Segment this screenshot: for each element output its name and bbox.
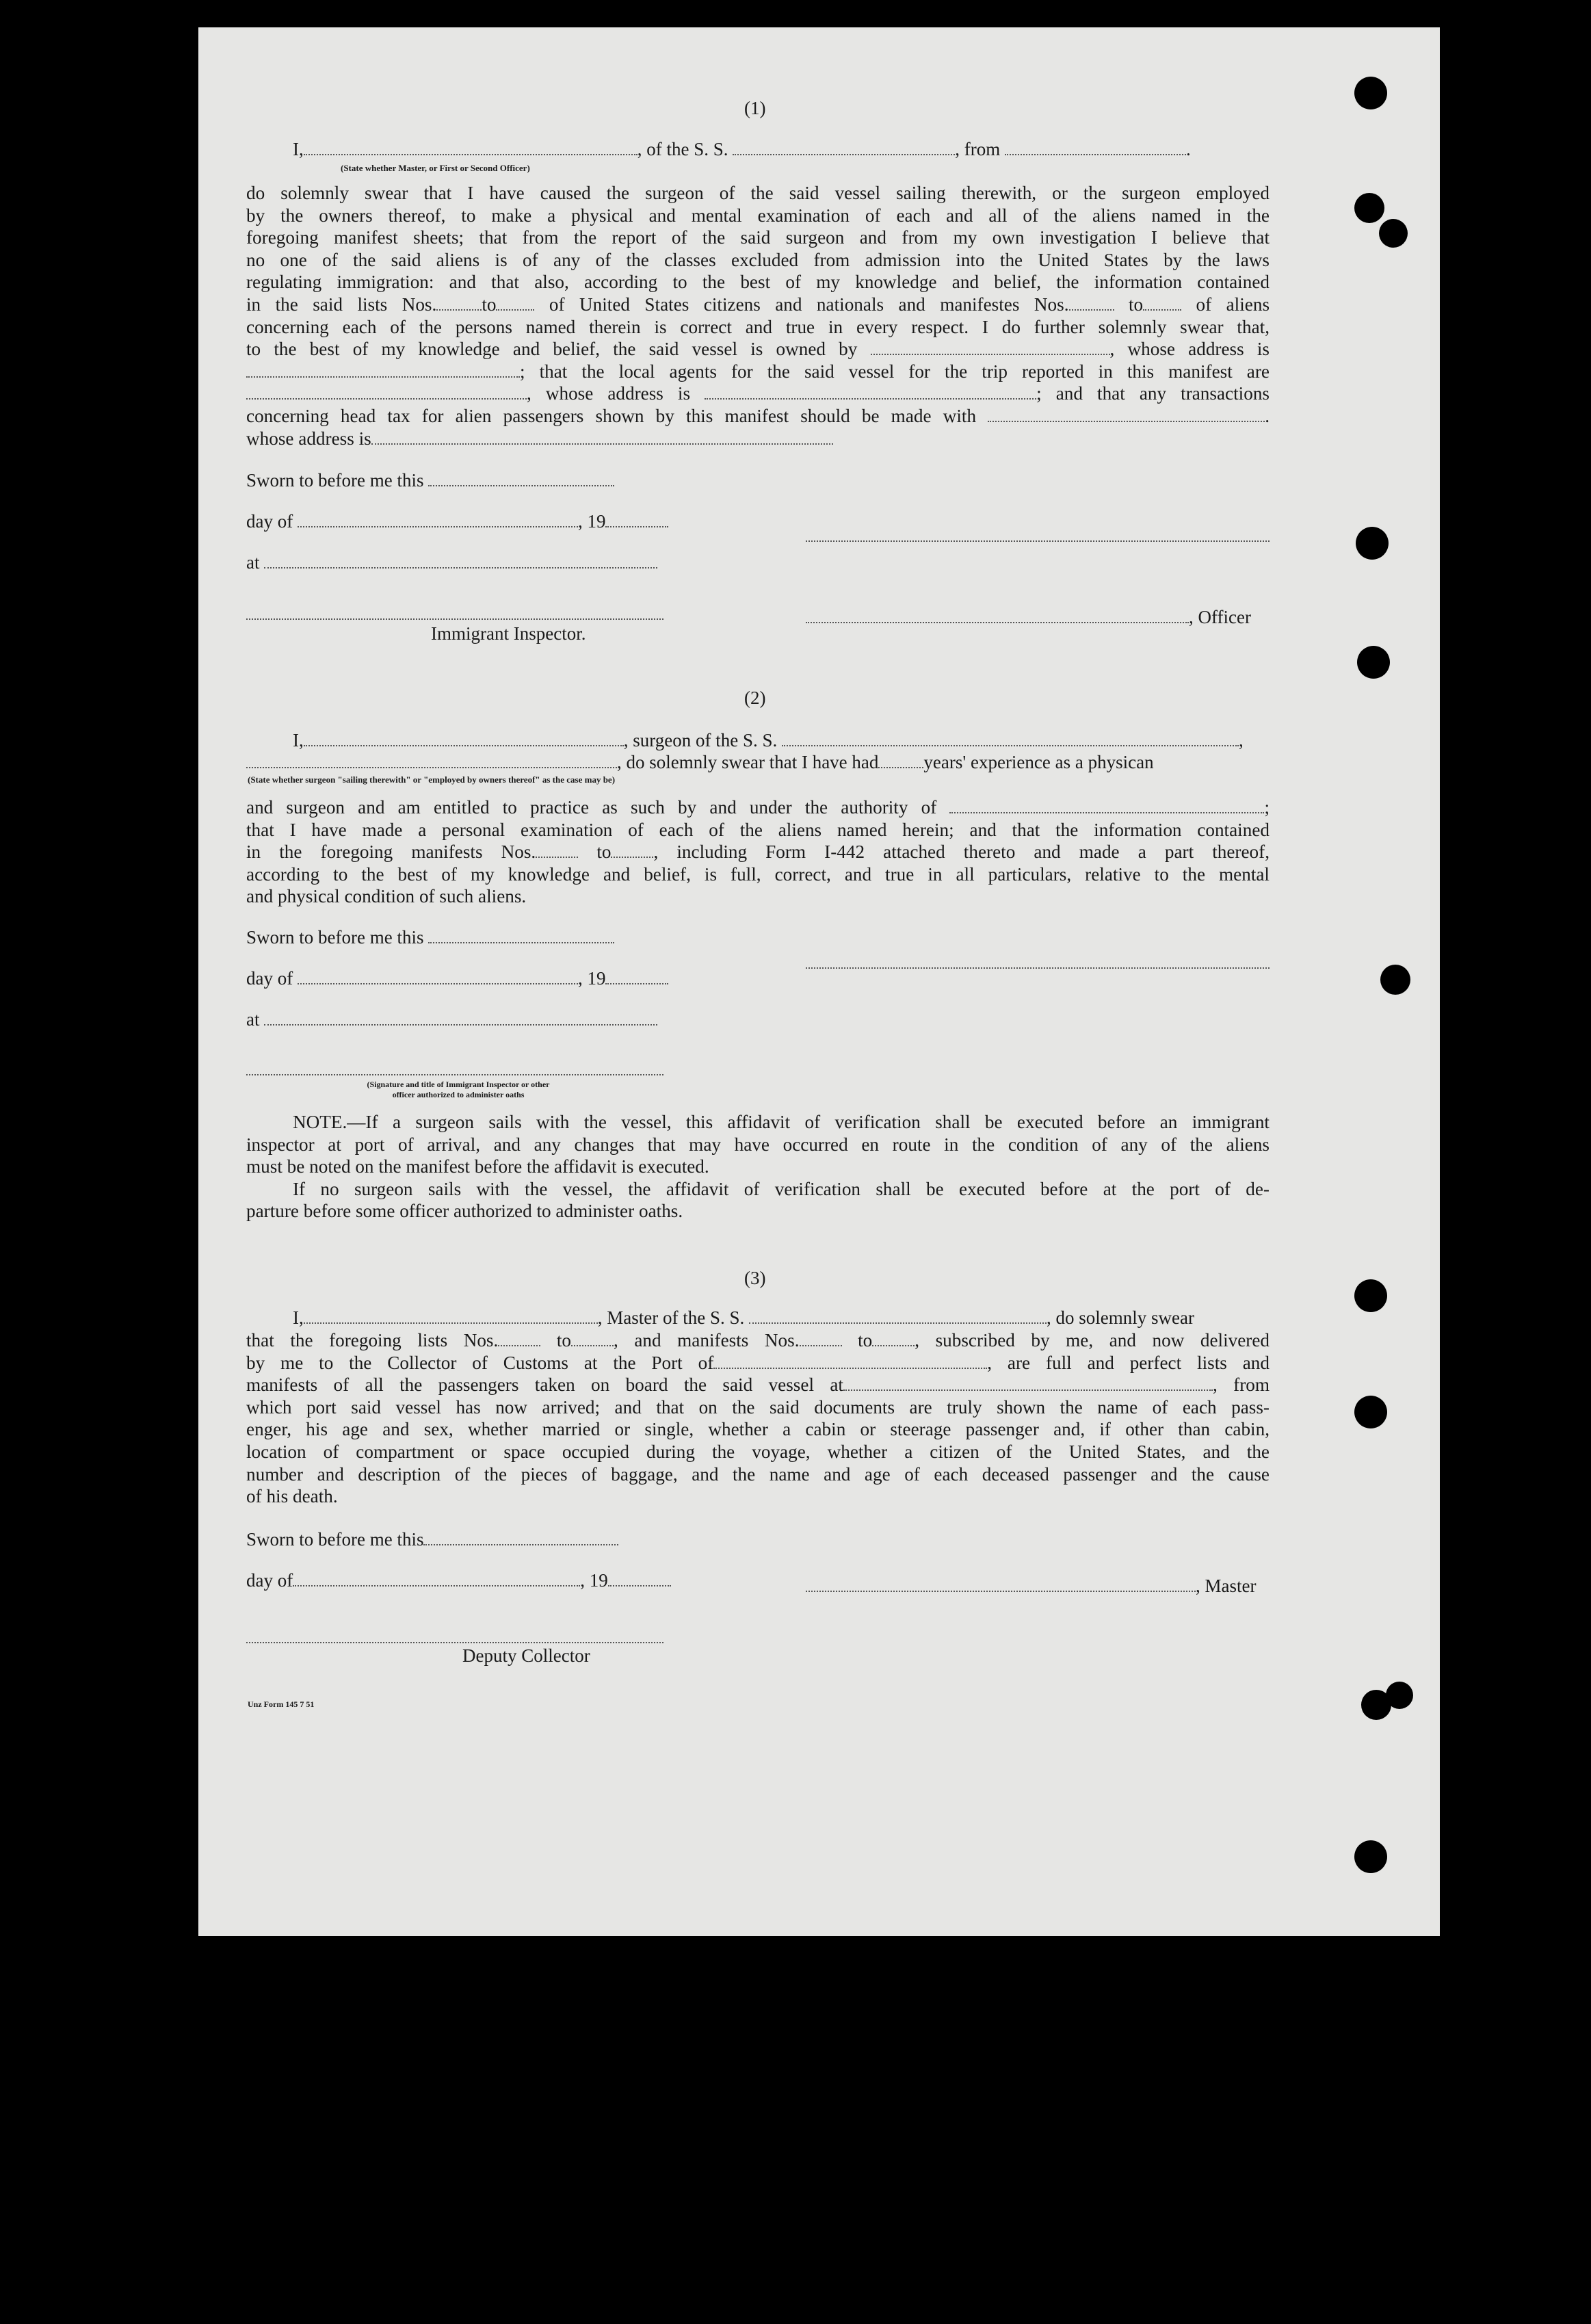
sec3-manifests-to-field[interactable] [872,1330,915,1346]
sec2-inspector-signature-line[interactable] [246,1074,663,1075]
binder-hole [1380,965,1410,995]
sworn-year-field[interactable] [605,511,668,527]
authority-field[interactable] [949,797,1264,813]
master-signature-field[interactable] [806,1576,1196,1592]
lists-from-field[interactable] [436,294,482,311]
sec3-sworn: Sworn to before me this [246,1528,618,1551]
sec1-sworn: Sworn to before me this [246,469,614,492]
sec2-dayof: day of , 19 [246,967,668,990]
sec2-line2: , do solemnly swear that I have had years' experience as a physican [246,751,1154,774]
inspector-signature-line[interactable] [246,618,663,620]
sec1-dayof: day of , 19 [246,510,668,533]
sec3-lists-to-field[interactable] [571,1330,614,1346]
embark-port-field[interactable] [843,1374,1213,1391]
vessel-name-field[interactable] [733,139,955,155]
sec3-line1: I, , Master of the S. S. , do solemnly swear [293,1307,1194,1328]
sec2-sworn: Sworn to before me this [246,926,614,949]
binder-hole [1354,77,1387,109]
binder-hole [1354,1396,1387,1428]
sec1-line1: I, , of the S. S. , from . [293,139,1191,159]
binder-hole [1357,646,1390,679]
sec2-at: at [246,1008,657,1031]
head-tax-contact-field[interactable] [988,406,1265,422]
deputy-collector-signature-line[interactable] [246,1642,663,1643]
sec2-sworn-day-field[interactable] [428,927,614,943]
section-1-number: (1) [744,98,766,118]
sworn-day-field[interactable] [428,470,614,486]
sec2-vessel-field[interactable] [782,730,1239,746]
sec3-body: that the foregoing lists Nos. to , and manifests Nos. to , subscribed by me, and now delivered by me to the Collector of Customs at the Port of , are full and perfect lists and manifests of all the passengers taken on board the said vessel at , from which port said vessel has now arrived; and that on the said documents are truly shown the name of each pass- enger, his age and sex, whether married or single, whether a cabin or steerage passenger and, if other than cabin, location of compartment or space occupied during the voyage, whether a citizen of the United States, and the number and description of the pieces of baggage, and the name and age of each deceased passenger and the cause of his death. [246,1330,1270,1507]
note-block: NOTE.—If a surgeon sails with the vessel, this affidavit of verification shall be executed before an immigrant inspector at port of arrival, and any changes that may have occurred en route in the condition of any of the aliens must be noted on the manifest before the affidavit is executed. If no surgeon sails with the vessel, the affidavit of verification shall be executed before at the port of de- parture before some officer authorized to administer oaths. [246,1112,1270,1222]
sec2-body: and surgeon and am entitled to practice as such by and under the authority of ; that I have made a personal examination of each of the aliens named herein; and that the information contained in the foregoing manifests Nos. to , including Form I-442 attached thereto and made a part thereof, according to the best of my knowledge and belief, is full, correct, and true in all particulars, relative to the mental and physical condition of such aliens. [246,797,1270,907]
sec1-at: at [246,551,657,574]
head-tax-address-field[interactable] [371,428,833,445]
immigrant-inspector-label: Immigrant Inspector. [431,623,586,644]
sec2-place-field[interactable] [264,1009,657,1026]
sec1-body: do solemnly swear that I have caused the surgeon of the said vessel sailing therewith, or the surgeon employed by the owners thereof, to make a physical and mental examination of each and all of the aliens named in the foregoing manifest sheets; that from the report of the said surgeon and from my own investigation I believe that no one of the said aliens is of any of the classes excluded from admission into the United States by the laws regulating immigration: and that also, according to the best of my knowledge and belief, the information contained in the said lists Nos. to of United States citizens and nationals and manifestes Nos. to of aliens concerning each of the persons named therein is correct and true in every respect. I do further solemnly swear that, to the best of my knowledge and belief, the said vessel is owned by , whose address is ; that the local agents for the said vessel for the trip reported in this manifest are , whose address is ; and that any transactions concerning head tax for alien passengers shown by this manifest should be made with . whose address is [246,183,1270,449]
sec2-manifest-to-field[interactable] [611,841,653,858]
officer-signature-line-upper[interactable] [806,540,1270,542]
sec3-dayof: day of , 19 [246,1569,671,1592]
owner-address-field[interactable] [246,361,520,378]
sec3-lists-from-field[interactable] [498,1330,540,1346]
binder-hole [1354,193,1384,223]
section-2-number: (2) [744,688,766,708]
sworn-month-field[interactable] [298,511,578,527]
lists-to-field[interactable] [496,294,534,311]
binder-hole [1354,1840,1387,1873]
officer-note: (State whether Master, or First or Second Officer) [341,163,530,173]
binder-hole [1354,1279,1387,1312]
surgeon-signature-line[interactable] [806,967,1270,969]
surgeon-note: (State whether surgeon "sailing therewith" or "employed by owners thereof" as the case may be) [248,774,616,785]
sec3-master: , Master [806,1575,1256,1597]
owner-field[interactable] [871,339,1110,355]
sec1-from: , from [955,139,1001,159]
section-3-number: (3) [744,1268,766,1288]
from-port-field[interactable] [1005,139,1186,155]
form-number: Unz Form 145 7 51 [248,1699,315,1709]
agents-address-field[interactable] [705,383,1036,400]
sec1-ofss: , of the S. S. [637,139,728,159]
binder-hole [1386,1682,1413,1709]
officer-signature-field[interactable] [806,607,1189,623]
sec2-line1: I, , surgeon of the S. S. , [293,730,1244,750]
customs-port-field[interactable] [713,1353,987,1369]
sec3-sworn-year-field[interactable] [608,1570,671,1587]
sec3-sworn-month-field[interactable] [293,1570,580,1587]
sec2-sworn-year-field[interactable] [605,968,668,984]
sworn-place-field[interactable] [264,552,657,569]
surgeon-status-field[interactable] [246,752,617,768]
local-agents-field[interactable] [246,383,527,400]
deputy-collector-label: Deputy Collector [462,1645,590,1666]
sec2-signature-note: (Signature and title of Immigrant Inspector or other officer authorized to administer oaths [367,1080,550,1099]
sec2-sworn-month-field[interactable] [298,968,578,984]
binder-hole [1379,219,1408,248]
surgeon-name-field[interactable] [304,730,624,746]
sec3-manifests-from-field[interactable] [800,1330,842,1346]
officer-title-field[interactable] [304,139,637,155]
sec2-manifest-from-field[interactable] [536,841,578,858]
binder-hole [1356,527,1389,560]
sec3-vessel-field[interactable] [749,1307,1047,1324]
years-experience-field[interactable] [878,752,923,768]
sec1-officer: , Officer [806,606,1251,629]
sec3-sworn-day-field[interactable] [423,1529,618,1545]
manifests-to-field[interactable] [1143,294,1181,311]
master-name-field[interactable] [304,1307,598,1324]
sec1-i: I, [293,139,304,159]
manifests-from-field[interactable] [1069,294,1114,311]
